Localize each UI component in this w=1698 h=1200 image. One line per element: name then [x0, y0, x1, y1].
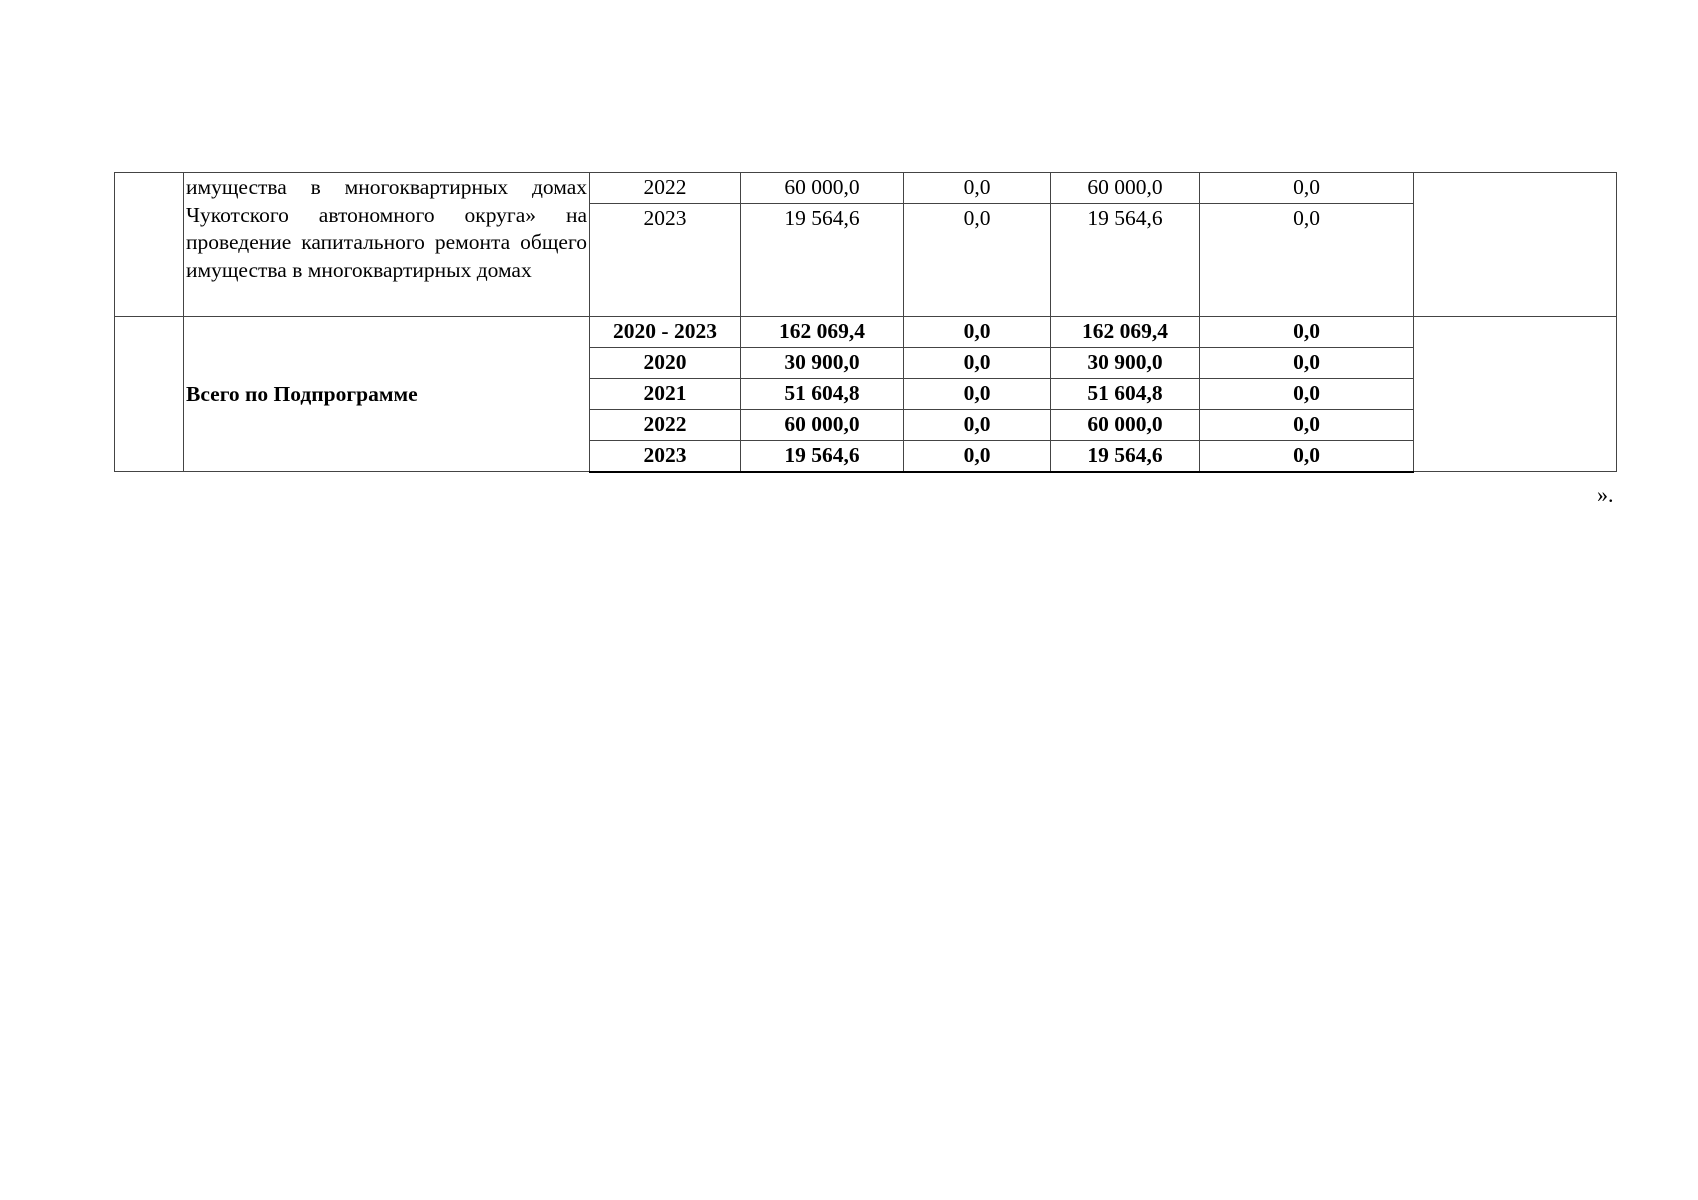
value-cell: 60 000,0 [1051, 410, 1200, 441]
value-cell: 0,0 [1200, 348, 1414, 379]
total-cell: 51 604,8 [741, 379, 904, 410]
value-cell: 0,0 [904, 204, 1051, 317]
total-cell: 19 564,6 [741, 441, 904, 472]
period-cell: 2020 - 2023 [590, 317, 741, 348]
total-cell: 60 000,0 [741, 173, 904, 204]
closing-quote-mark: ». [1597, 482, 1614, 507]
value-cell: 0,0 [904, 173, 1051, 204]
total-label: Всего по Подпрограмме [184, 317, 590, 472]
row-number-cell [115, 173, 184, 317]
value-cell: 60 000,0 [1051, 173, 1200, 204]
value-cell: 0,0 [1200, 173, 1414, 204]
value-cell: 0,0 [1200, 410, 1414, 441]
total-cell: 162 069,4 [741, 317, 904, 348]
measure-description: имущества в многоквартирных домах Чукотского автономного округа» на проведение капитального ремонта общего имущества в многоквартирных домах [184, 173, 590, 317]
table-row [115, 317, 1617, 348]
period-cell: 2022 [590, 410, 741, 441]
value-cell: 0,0 [1200, 379, 1414, 410]
row-number-cell [115, 317, 184, 472]
value-cell: 0,0 [904, 317, 1051, 348]
value-cell: 19 564,6 [1051, 441, 1200, 472]
value-cell: 0,0 [904, 441, 1051, 472]
value-cell: 0,0 [904, 348, 1051, 379]
period-cell: 2022 [590, 173, 741, 204]
value-cell: 162 069,4 [1051, 317, 1200, 348]
period-cell: 2023 [590, 204, 741, 317]
executor-cell [1414, 173, 1617, 317]
period-cell: 2020 [590, 348, 741, 379]
value-cell: 51 604,8 [1051, 379, 1200, 410]
value-cell: 0,0 [1200, 441, 1414, 472]
value-cell: 0,0 [1200, 204, 1414, 317]
value-cell: 0,0 [1200, 317, 1414, 348]
total-cell: 19 564,6 [741, 204, 904, 317]
value-cell: 30 900,0 [1051, 348, 1200, 379]
period-cell: 2023 [590, 441, 741, 472]
period-cell: 2021 [590, 379, 741, 410]
total-cell: 30 900,0 [741, 348, 904, 379]
value-cell: 19 564,6 [1051, 204, 1200, 317]
table-row [115, 173, 1617, 204]
executor-cell [1414, 317, 1617, 472]
total-cell: 60 000,0 [741, 410, 904, 441]
financing-table [114, 172, 1617, 473]
value-cell: 0,0 [904, 379, 1051, 410]
value-cell: 0,0 [904, 410, 1051, 441]
